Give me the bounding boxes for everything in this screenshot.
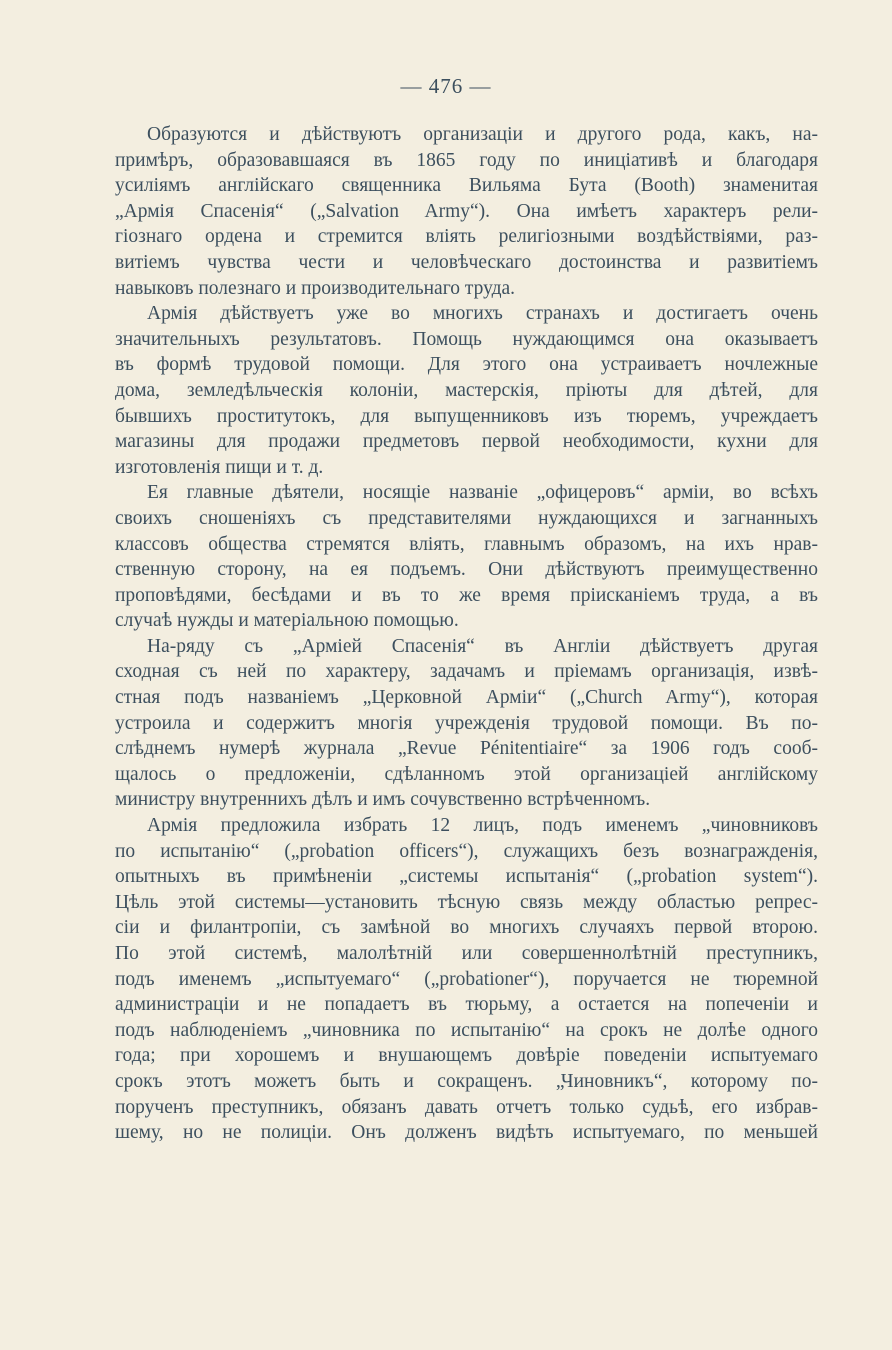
text-line: порученъ преступникъ, обязанъ давать отчетъ только судьѣ, его избрав- (115, 1096, 818, 1118)
text-line: Армія дѣйствуетъ уже во многихъ странахъ и достигаетъ очень (147, 303, 818, 325)
text-line: подъ именемъ „испытуемаго“ („probationer“), поручается не тюремной (115, 968, 818, 990)
paragraph-3 (115, 480, 818, 634)
text-line: навыковъ полезнаго и производительнаго труда. (115, 277, 516, 299)
text-line: Цѣль этой системы—установить тѣсную связь между областью репрес- (115, 891, 818, 913)
text-line: дома, земледѣльческія колоніи, мастерскія, пріюты для дѣтей, для (115, 379, 818, 401)
text-line: гіознаго ордена и стремится вліять религіозными воздѣйствіями, раз- (115, 226, 818, 248)
text-line: ственную сторону, на ея подъемъ. Они дѣйствуютъ преимущественно (115, 559, 818, 581)
text-line: устроила и содержитъ многія учрежденія трудовой помощи. Въ по- (115, 712, 818, 734)
text-line: Ея главные дѣятели, носящіе названіе „офицеровъ“ арміи, во всѣхъ (147, 482, 818, 504)
text-line: администраціи и не попадаетъ въ тюрьму, а остается на попеченіи и (115, 994, 818, 1016)
paragraph-4 (115, 634, 818, 813)
text-line: бывшихъ проститутокъ, для выпущенниковъ изъ тюремъ, учреждаетъ (115, 405, 818, 427)
text-line: усиліямъ англійскаго священника Вильяма Бута (Booth) знаменитая (115, 175, 818, 197)
text-line: классовъ общества стремятся вліять, главнымъ образомъ, на ихъ нрав- (115, 533, 818, 555)
text-line: слѣднемъ нумерѣ журнала „Revue Pénitentiaire“ за 1906 годъ сооб- (115, 738, 818, 760)
text-line: срокъ этотъ можетъ быть и сокращенъ. „Чиновникъ“, которому по- (115, 1070, 818, 1092)
text-line: стная подъ названіемъ „Церковной Арміи“ („Church Army“), которая (115, 687, 818, 709)
text-line: значительныхъ результатовъ. Помощь нуждающимся она оказываетъ (115, 328, 818, 350)
text-line: По этой системѣ, малолѣтній или совершеннолѣтній преступникъ, (115, 943, 818, 964)
text-line: подъ наблюденіемъ „чиновника по испытанію“ на срокъ не долѣе одного (115, 1019, 818, 1041)
paragraph-1 (115, 122, 818, 301)
text-line: примѣръ, образовавшаяся въ 1865 году по иниціативѣ и благодаря (115, 149, 818, 171)
paragraph-5 (115, 813, 818, 1146)
text-line: своихъ сношеніяхъ съ представителями нуждающихся и загнанныхъ (115, 507, 818, 529)
text-line: сходная съ ней по характеру, задачамъ и пріемамъ организація, извѣ- (115, 661, 818, 683)
text-line: шему, но не полиціи. Онъ долженъ видѣть испытуемаго, по меньшей (115, 1122, 818, 1144)
text-line: Образуются и дѣйствуютъ организаціи и другого рода, какъ, на- (147, 124, 818, 145)
paragraph-2 (115, 301, 818, 480)
text-line: сіи и филантропіи, съ замѣной во многихъ случаяхъ первой второю. (115, 917, 818, 939)
page-number: — 476 — (400, 74, 492, 98)
text-line: въ формѣ трудовой помощи. Для этого она устраиваетъ ночлежные (115, 354, 818, 376)
text-line: На-ряду съ „Арміей Спасенія“ въ Англіи дѣйствуетъ другая (147, 635, 818, 657)
text-line: „Армія Спасенія“ („Salvation Army“). Она имѣетъ характеръ рели- (115, 200, 818, 222)
text-line: опытныхъ въ примѣненіи „системы испытанія“ („probation system“). (115, 866, 818, 888)
text-line: витіемъ чувства чести и человѣческаго достоинства и развитіемъ (115, 251, 818, 273)
text-line: Армія предложила избрать 12 лицъ, подъ именемъ „чиновниковъ (147, 815, 818, 837)
text-line: по испытанію“ („probation officers“), служащихъ безъ вознагражденія, (115, 840, 818, 862)
text-line: года; при хорошемъ и внушающемъ довѣріе поведеніи испытуемаго (115, 1045, 818, 1067)
text-line: случаѣ нужды и матеріальною помощью. (115, 610, 459, 632)
text-line: министру внутреннихъ дѣлъ и имъ сочувственно встрѣченномъ. (115, 789, 651, 811)
text-line: щалось о предложеніи, сдѣланномъ этой организаціей англійскому (115, 763, 818, 785)
text-line: проповѣдями, бесѣдами и въ то же время пріисканіемъ труда, а въ (115, 584, 818, 606)
body-text (115, 122, 818, 1146)
text-line: магазины для продажи предметовъ первой необходимости, кухни для (115, 431, 818, 453)
text-line: изготовленія пищи и т. д. (115, 456, 324, 478)
